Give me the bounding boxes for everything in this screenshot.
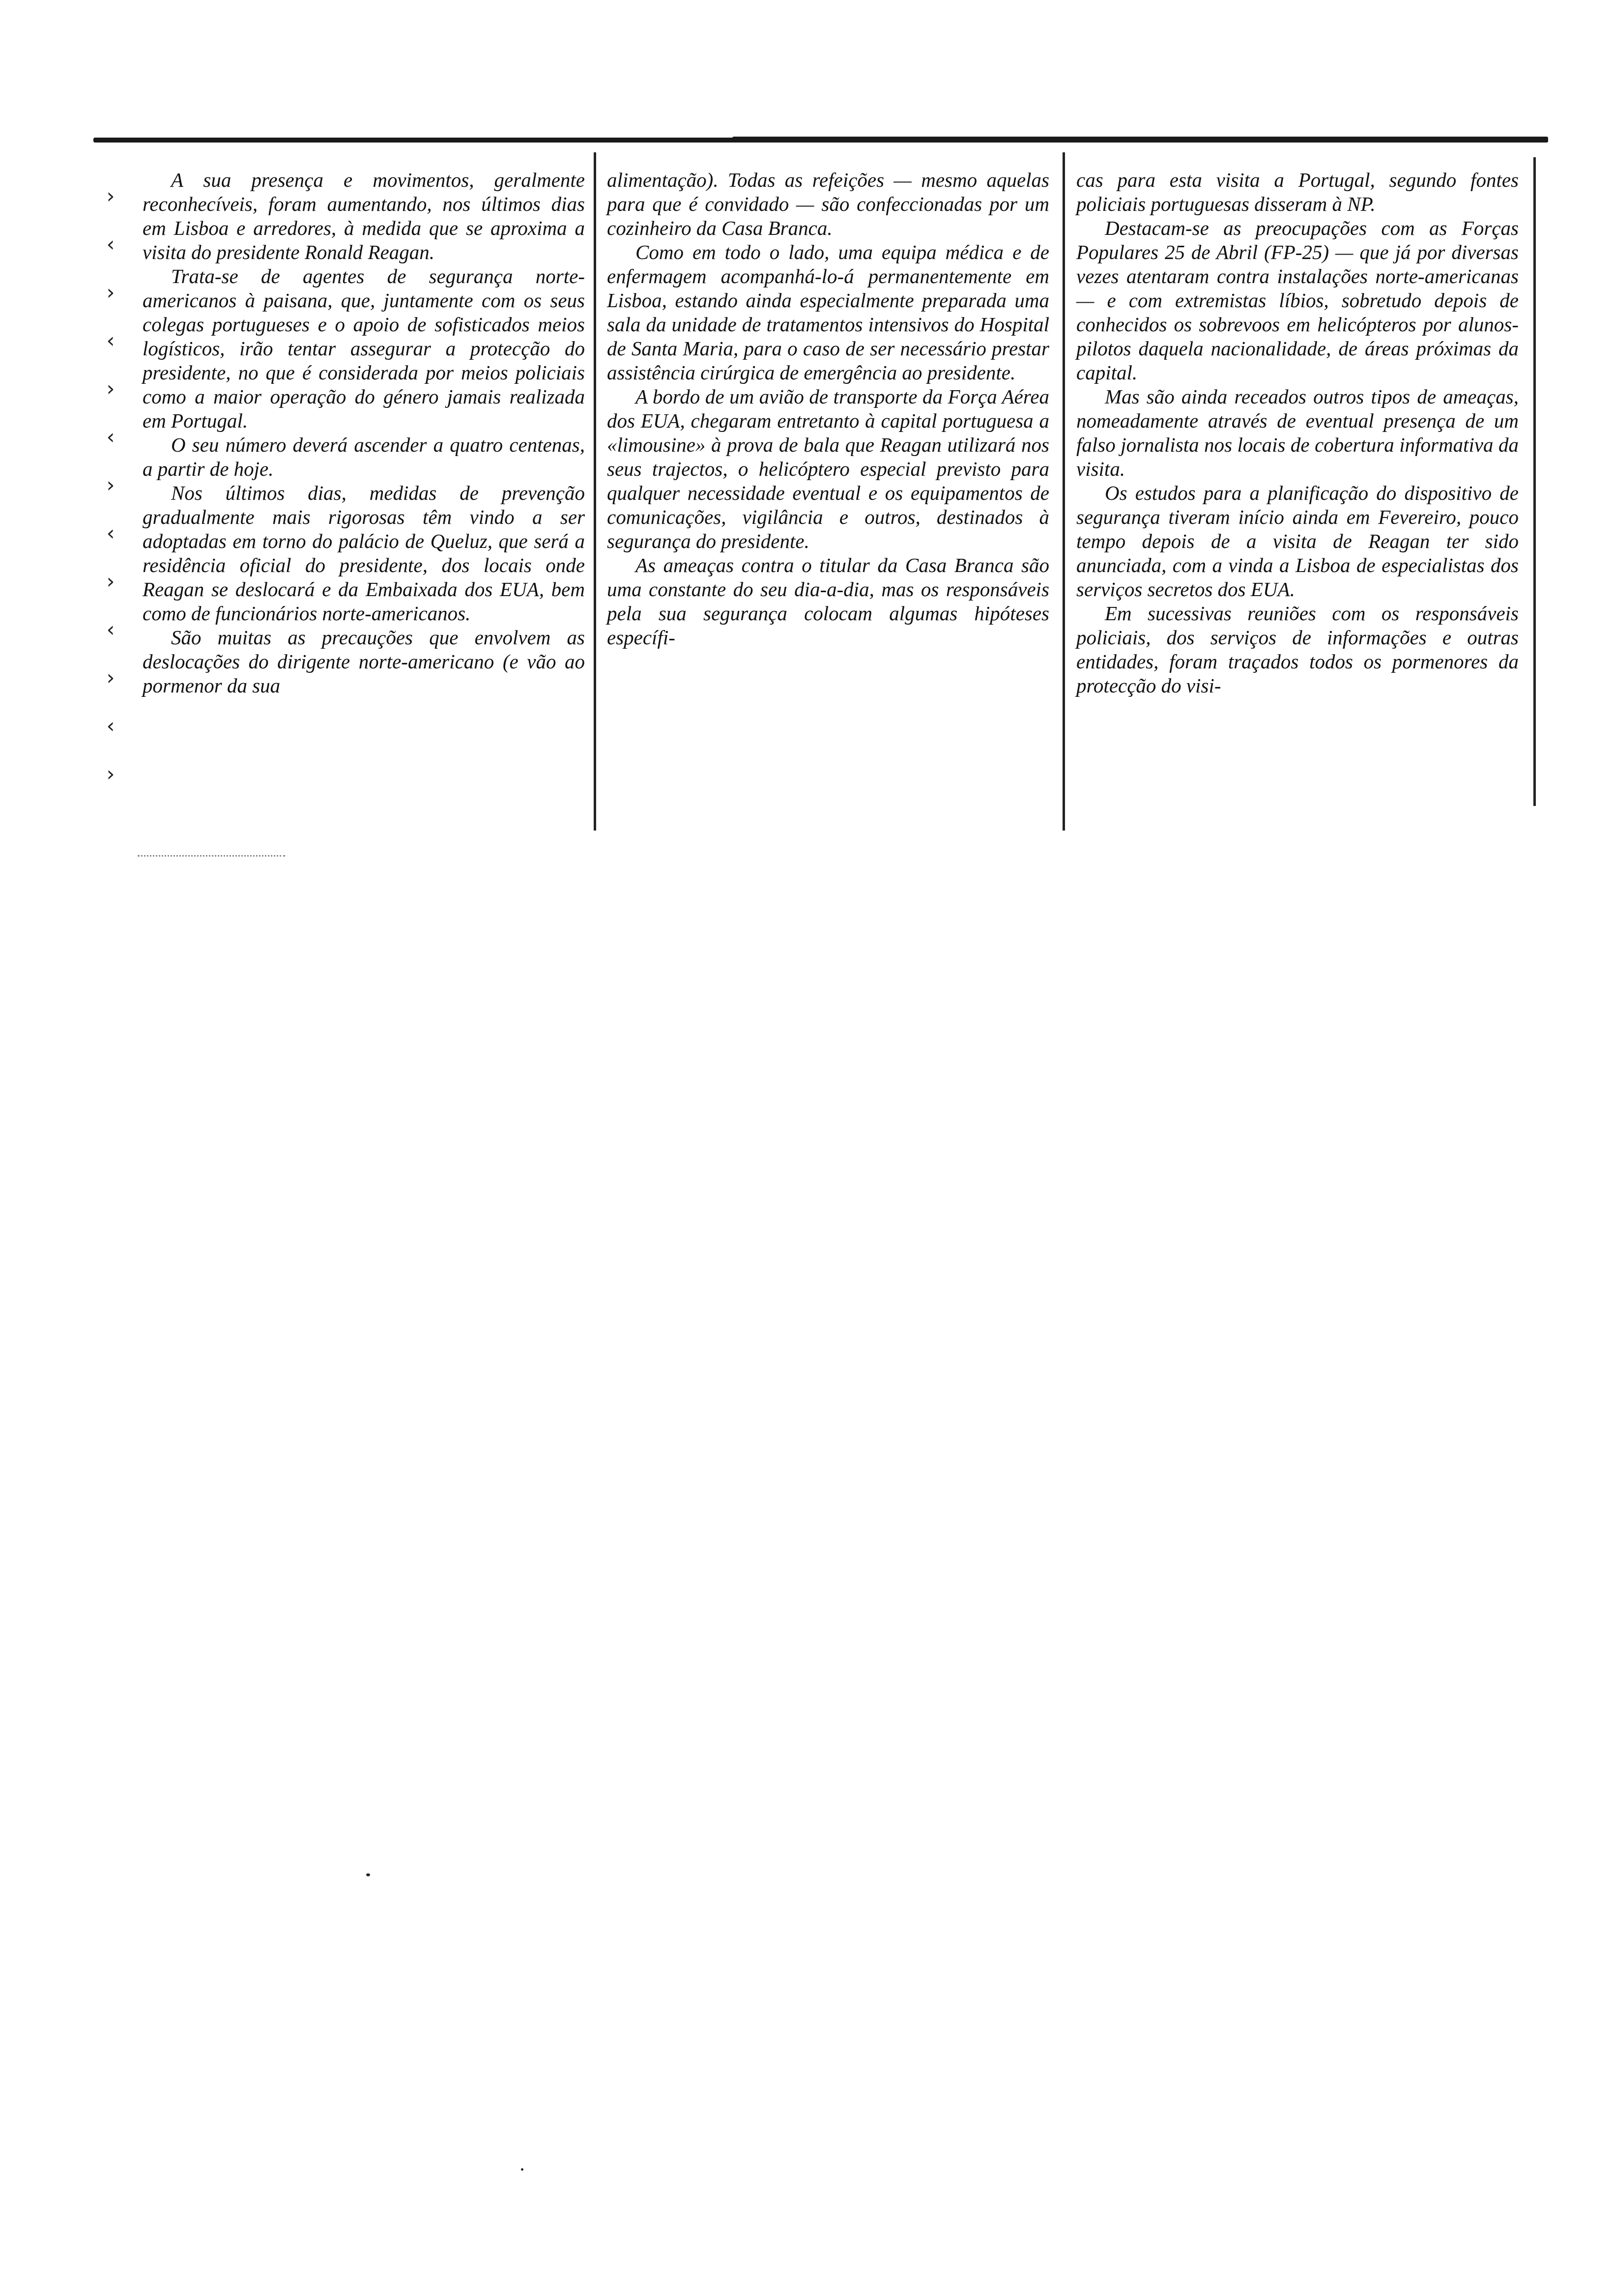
scan-speck: [366, 1873, 370, 1876]
article-column-1: [143, 168, 585, 698]
paragraph: Como em todo o lado, uma equipa médica e de enfermagem acompanhá-lo-á permanentemente em Lisboa, estando ainda especialmente preparada uma sala da unidade de tratamentos intensivos do Hospital de Santa Maria, para o caso de ser necessário prestar assistência cirúrgica de emergência ao presidente.: [607, 241, 1049, 384]
paragraph: A sua presença e movimentos, geralmente reconhecíveis, foram aumentando, nos últimos dias em Lisboa e arredores, à medida que se aproxima a visita do presidente Ronald Reagan.: [143, 169, 585, 263]
paragraph: Os estudos para a planificação do dispositivo de segurança tiveram início ainda em Fevereiro, pouco tempo depois de a visita de Reagan ter sido anunciada, com a vinda a Lisboa de especialistas dos serviços secretos dos EUA.: [1076, 482, 1519, 601]
scan-noise: [138, 845, 285, 857]
paragraph: Trata-se de agentes de segurança norte-americanos à paisana, que, juntamente com os seus colegas portugueses e o apoio de sofisticados meios logísticos, irão tentar assegurar a protecção do presidente, no que é considerada por meios policiais como a maior operação do género jamais realizada em Portugal.: [143, 265, 585, 432]
paragraph: As ameaças contra o titular da Casa Branca são uma constante do seu dia-a-dia, mas os responsáveis pela sua segurança colocam algumas hipóteses específi-: [607, 554, 1049, 649]
paragraph: Destacam-se as preocupações com as Forças Populares 25 de Abril (FP-25) — que já por diversas vezes atentaram contra instalações norte-americanas — e com extremistas líbios, sobretudo depois de conhecidos os sobrevoos em helicópteros por alunos-pilotos daquela nacionalidade, de áreas próximas da capital.: [1076, 217, 1519, 384]
column-rule: [594, 152, 596, 831]
column-rule: [1533, 157, 1536, 806]
paragraph: São muitas as precauções que envolvem as deslocações do dirigente norte-americano (e vão ao pormenor da sua: [143, 626, 585, 697]
paragraph: A bordo de um avião de transporte da Força Aérea dos EUA, chegaram entretanto à capital portuguesa a «limousine» à prova de bala que Reagan utilizará nos seus trajectos, o helicóptero especial previsto para qualquer necessidade eventual e os equipamentos de comunicações, vigilância e outros, destinados à segurança do presidente.: [607, 385, 1049, 552]
scan-speck: [521, 2168, 523, 2171]
top-rule-right: [732, 137, 1548, 143]
newspaper-clipping: [93, 138, 1558, 840]
paragraph: cas para esta visita a Portugal, segundo fontes policiais portuguesas disseram à NP.: [1076, 169, 1519, 215]
margin-marks: › ‹ › ‹ › ‹ › ‹ › ‹ › ‹ ›: [106, 184, 115, 786]
paragraph: Mas são ainda receados outros tipos de ameaças, nomeadamente através de eventual presença de um falso jornalista nos locais de cobertura informativa da visita.: [1076, 385, 1519, 480]
column-rule: [1063, 152, 1065, 831]
paragraph: Nos últimos dias, medidas de prevenção gradualmente mais rigorosas têm vindo a ser adoptadas em torno do palácio de Queluz, que será a residência oficial do presidente, dos locais onde Reagan se deslocará e da Embaixada dos EUA, bem como de funcionários norte-americanos.: [143, 482, 585, 625]
paragraph: O seu número deverá ascender a quatro centenas, a partir de hoje.: [143, 433, 585, 480]
article-column-3: [1076, 168, 1519, 698]
article-column-2: [607, 168, 1049, 650]
paragraph: Em sucessivas reuniões com os responsáveis policiais, dos serviços de informações e outras entidades, foram traçados todos os pormenores da protecção do visi-: [1076, 602, 1519, 697]
paragraph: alimentação). Todas as refeições — mesmo aquelas para que é convidado — são confeccionadas por um cozinheiro da Casa Branca.: [607, 169, 1049, 239]
